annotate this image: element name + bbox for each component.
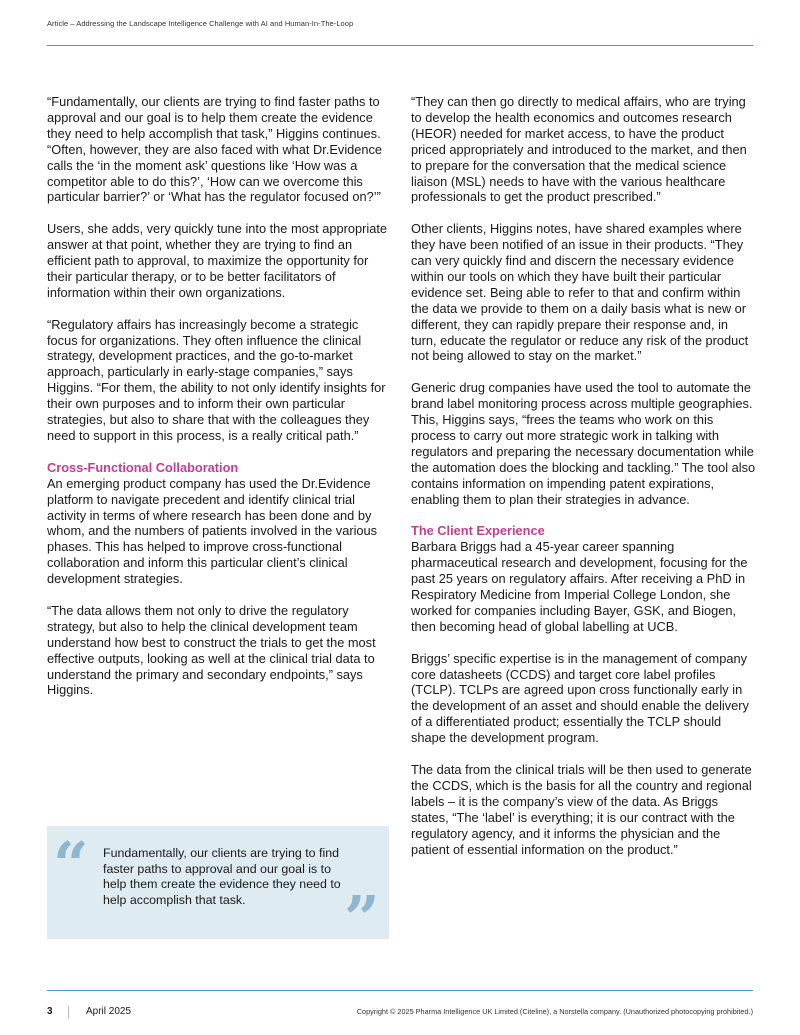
right-paragraph-4: Barbara Briggs had a 45-year career spanning pharmaceutical research and development, focusing for the past 25 years on regulatory affairs. After receiving a PhD in Respiratory Medicine from Imperial College London, she worked for companies including Bayer, GSK, and Biogen, then becoming head of global labelling at UCB. xyxy=(411,539,748,634)
footer-separator xyxy=(68,1006,69,1019)
close-quote-icon: ” xyxy=(344,882,380,955)
footer-divider xyxy=(47,990,753,991)
subhead-client-experience: The Client Experience xyxy=(411,523,545,539)
right-paragraph-6: The data from the clinical trials will be then used to generate the CCDS, which is the basis for all the country and regional labels – it is the company’s view of the data. As Briggs states, “The ‘label’ is everything; it is our contract with the regulatory agency, and it informs the physician and the patient of essential information on the product.” xyxy=(411,761,752,857)
right-paragraph-1: “They can then go directly to medical affairs, who are trying to develop the health economics and outcomes research (HEOR) needed for market access, to have the product priced appropriately and introduced to the market, and then to prepare for the conversation that the medical science liaison (MSL) needs to have with the various healthcare professionals to get the product prescribed.” xyxy=(411,94,747,205)
right-column xyxy=(411,94,756,857)
right-paragraph-2: Other clients, Higgins notes, have shared examples where they have been notified of an issue in their products. “They can very quickly find and discern the necessary evidence within our tools on which they have built their particular evidence set. Being able to refer to that and confirm within the data we provide to them on a daily basis what is new or different, they can rapidly prepare their response and, in turn, educate the regulator or reduce any risk of the product not being allowed to stay on the market.” xyxy=(411,221,749,364)
header-divider xyxy=(47,45,753,46)
left-paragraph-5: “The data allows them not only to drive the regulatory strategy, but also to help the clinical development team understand how best to construct the trials to get the most effective outputs, looking as well at the clinical trial data to understand the primary and secondary endpoints,” says Higgins. xyxy=(47,602,376,698)
right-paragraph-3: Generic drug companies have used the tool to automate the brand label monitoring process across multiple geographies. This, Higgins says, “frees the teams who work on this process to carry out more strategic work in talking with regulators and preparing the necessary documentation while the automation does the blocking and tackling.” The tool also contains information on impending patent expirations, enabling them to plan their strategies in advance. xyxy=(411,380,756,507)
pull-quote-text: Fundamentally, our clients are trying to find faster paths to approval and our goal is to help them create the evidence they need to help accomplish that task. xyxy=(103,846,341,907)
running-header: Article – Addressing the Landscape Intelligence Challenge with AI and Human-In-The-Loop xyxy=(47,19,354,28)
left-paragraph-1: “Fundamentally, our clients are trying to find faster paths to approval and our goal is to help them create the evidence they need to help accomplish that task,” Higgins continues. “Often, however, they are also faced with what Dr.Evidence calls the ‘in the moment ask’ questions like ‘How was a competitor able to do this?’, ‘How can we overcome this particular barrier?’ or ‘What has the regulator focused on?’” xyxy=(47,94,383,205)
open-quote-icon: “ xyxy=(53,828,89,901)
pull-quote xyxy=(47,826,389,955)
left-paragraph-4: An emerging product company has used the Dr.Evidence platform to navigate precedent and identify clinical trial activity in terms of where research has been done and by whom, and the numbers of patients involved in the various phases. This has helped to improve cross-functional collaboration and inform this particular client’s clinical development strategies. xyxy=(47,475,378,587)
right-paragraph-5: Briggs’ specific expertise is in the management of company core datasheets (CCDS) and target core label profiles (TCLP). TCLPs are agreed upon cross functionally early in the development of an asset and should enable the delivery of a differentiated product; essentially the TCLP should shape the development program. xyxy=(411,650,749,746)
subhead-cross-functional: Cross-Functional Collaboration xyxy=(47,459,239,475)
left-paragraph-2: Users, she adds, very quickly tune into the most appropriate answer at that point, whether they are trying to find an efficient path to approval, to maximize the opportunity for their particular therapy, or to be better facilitators of information within their own organizations. xyxy=(47,221,387,300)
page-number: 3 xyxy=(47,1006,53,1017)
footer-copyright: Copyright © 2025 Pharma Intelligence UK Limited (Citeline), a Norstella company. (Unauthorized photocopying prohibited.) xyxy=(356,1007,753,1016)
left-column xyxy=(47,94,392,714)
footer-date: April 2025 xyxy=(86,1006,132,1017)
left-paragraph-3: “Regulatory affairs has increasingly become a strategic focus for organizations. They often influence the clinical strategy, development practices, and the go-to-market approach, particularly in early-stage companies,” says Higgins. “For them, the ability to not only identify insights for their own purposes and to inform their own particular strategies, but also to share that with the colleagues they need to support in this process, is a really critical path.” xyxy=(47,316,386,443)
